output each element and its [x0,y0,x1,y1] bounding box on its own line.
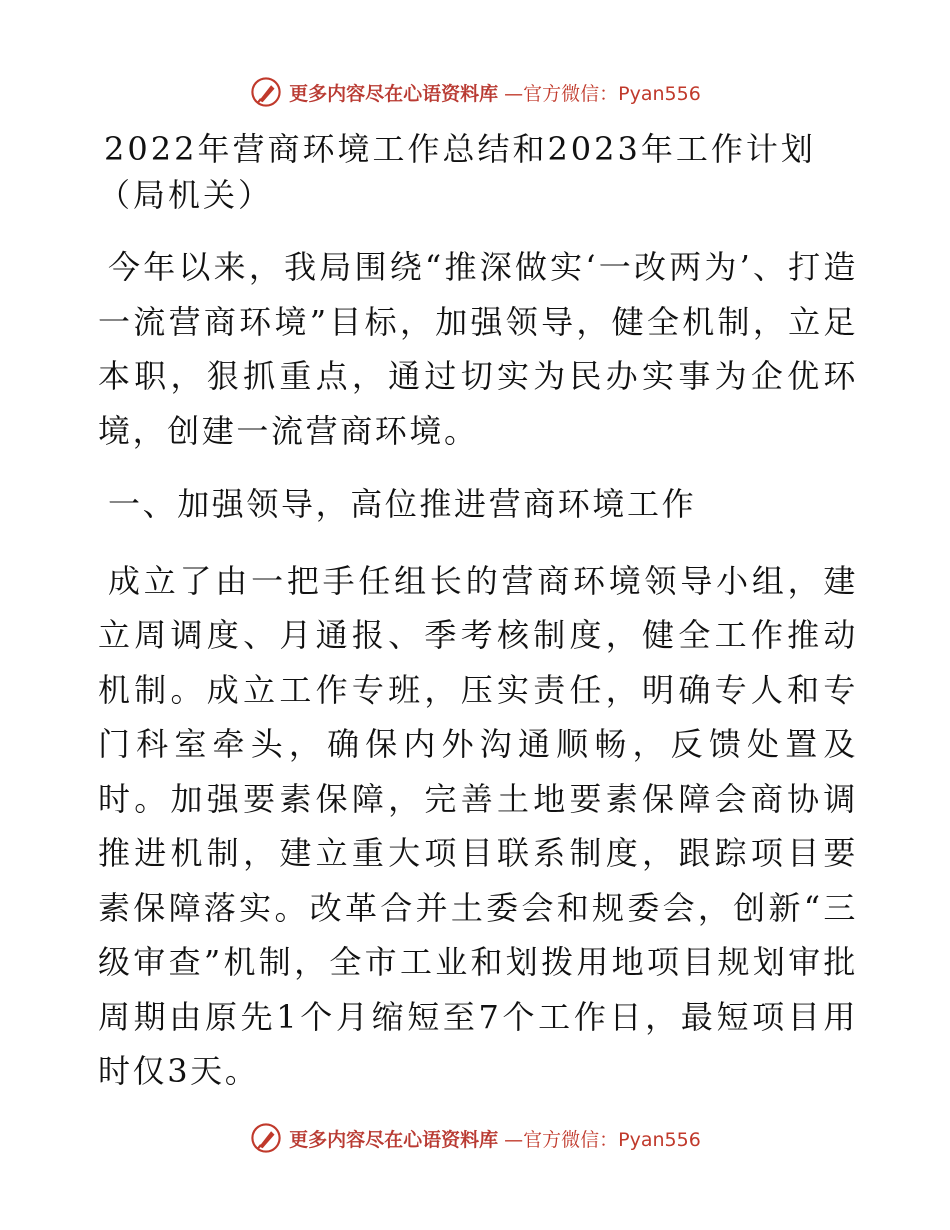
watermark-header [0,72,950,112]
section-paragraph: 成立了由一把手任组长的营商环境领导小组，建立周调度、月通报、季考核制度，健全工作推动机制。成立工作专班，压实责任，明确专人和专门科室牵头，确保内外沟通顺畅，反馈处置及时。加强要素保障，完善土地要素保障会商协调推进机制，建立重大项目联系制度，跟踪项目要素保障落实。改革合并土委会和规委会，创新“三级审查”机制，全市工业和划拨用地项目规划审批周期由原先1个月缩短至7个工作日，最短项目用时仅3天。 [98,561,858,1090]
section-heading: 一、加强领导，高位推进营商环境工作 [108,485,697,523]
watermark-contact: —官方微信：Pyan556 [504,1128,701,1151]
watermark-footer [0,1118,950,1158]
pen-nib-logo-icon [249,75,283,109]
pen-nib-logo-icon [249,1121,283,1155]
intro-paragraph: 今年以来，我局围绕“推深做实‘一改两为’、打造一流营商环境”目标，加强领导，健全机制，立足本职，狠抓重点，通过切实为民办实事为企优环境，创建一流营商环境。 [98,248,858,450]
watermark-text: 更多内容尽在心语资料库 [289,1128,499,1151]
watermark-text: 更多内容尽在心语资料库 [289,82,499,105]
document-body [98,118,858,1118]
document-title: 2022年营商环境工作总结和2023年工作计划（局机关） [98,130,816,214]
watermark-contact: —官方微信：Pyan556 [504,82,701,105]
